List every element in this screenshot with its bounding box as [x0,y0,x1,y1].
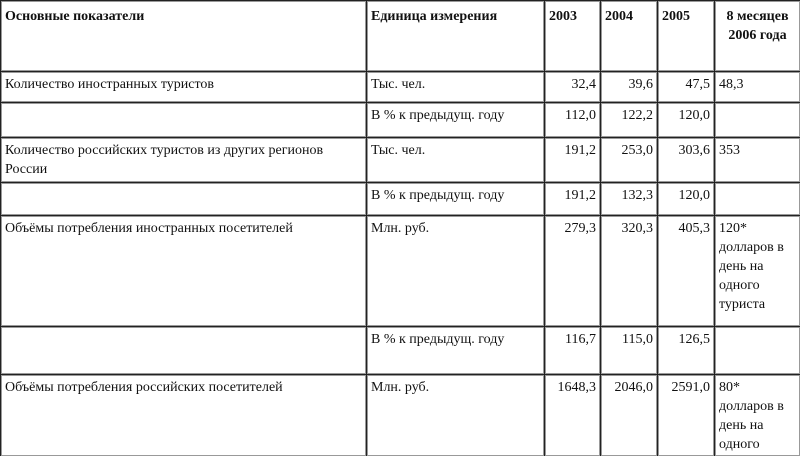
row-unit: Тыс. чел. [366,137,544,182]
table-row [0,71,800,102]
table-row [0,215,800,326]
row-indicator: Объёмы потребления российских посетителей [0,374,366,456]
table-row [0,137,800,182]
header-year-2005: 2005 [657,0,714,71]
value-2003: 191,2 [544,182,600,215]
value-8-months: 48,3 [714,71,800,102]
header-indicator: Основные показатели [0,0,366,71]
table-row [0,182,800,215]
row-indicator: Количество российских туристов из других регионов России [0,137,366,182]
row-indicator [0,102,366,137]
value-2004: 39,6 [600,71,657,102]
value-2004: 320,3 [600,215,657,326]
value-2004: 122,2 [600,102,657,137]
value-2005: 120,0 [657,102,714,137]
value-8-months [714,182,800,215]
row-unit: В % к предыдущ. году [366,182,544,215]
header-8-months-2006: 8 месяцев 2006 года [714,0,800,71]
table-row [0,102,800,137]
value-2005: 120,0 [657,182,714,215]
row-indicator: Объёмы потребления иностранных посетителей [0,215,366,326]
row-indicator [0,326,366,374]
row-indicator: Количество иностранных туристов [0,71,366,102]
row-unit: В % к предыдущ. году [366,102,544,137]
value-2003: 1648,3 [544,374,600,456]
row-indicator [0,182,366,215]
value-2005: 2591,0 [657,374,714,456]
value-8-months: 353 [714,137,800,182]
value-2004: 132,3 [600,182,657,215]
value-8-months [714,326,800,374]
row-unit: Млн. руб. [366,215,544,326]
value-2003: 191,2 [544,137,600,182]
value-2005: 126,5 [657,326,714,374]
value-2005: 47,5 [657,71,714,102]
table-row [0,326,800,374]
row-unit: Тыс. чел. [366,71,544,102]
row-unit: Млн. руб. [366,374,544,456]
value-2004: 2046,0 [600,374,657,456]
value-2005: 303,6 [657,137,714,182]
value-8-months [714,102,800,137]
value-2003: 112,0 [544,102,600,137]
row-unit: В % к предыдущ. году [366,326,544,374]
value-2003: 116,7 [544,326,600,374]
header-year-2003: 2003 [544,0,600,71]
value-2003: 32,4 [544,71,600,102]
header-year-2004: 2004 [600,0,657,71]
header-row [0,0,800,71]
header-unit: Единица измерения [366,0,544,71]
value-2004: 253,0 [600,137,657,182]
table-row [0,374,800,456]
value-8-months: 120* долларов в день на одного туриста [714,215,800,326]
value-8-months: 80* долларов в день на одного [714,374,800,456]
value-2005: 405,3 [657,215,714,326]
value-2004: 115,0 [600,326,657,374]
value-2003: 279,3 [544,215,600,326]
